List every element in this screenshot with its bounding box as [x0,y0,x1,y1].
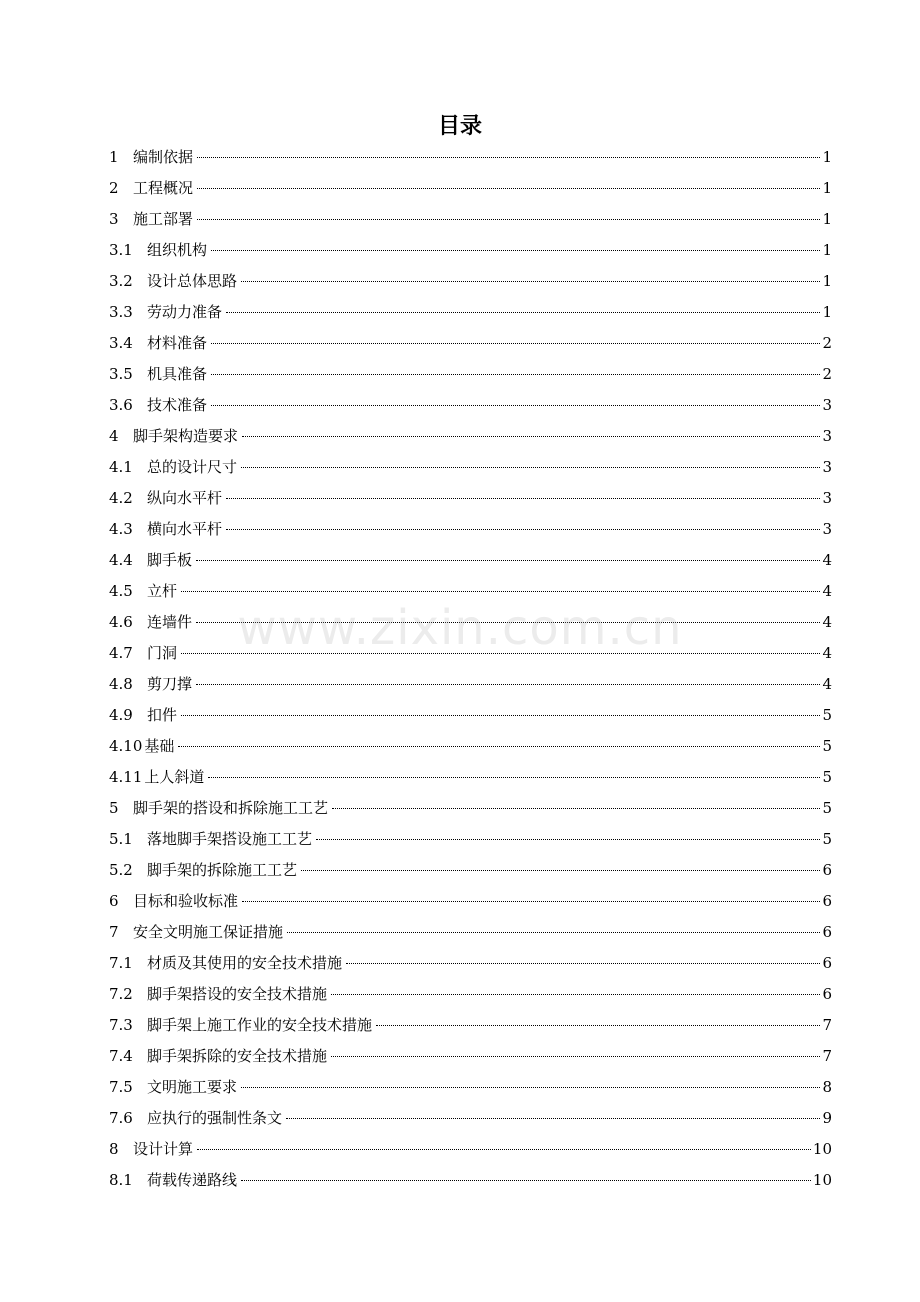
toc-entry-number: 4.11 [109,768,143,786]
toc-entry[interactable] [109,204,832,235]
toc-entry-page: 4 [822,644,832,662]
toc-entry-title: 荷载传递路线 [147,1171,238,1189]
toc-dot-leader [181,715,820,716]
toc-entry-number: 8 [109,1140,119,1158]
toc-entry[interactable] [109,607,832,638]
toc-entry-title: 脚手架上施工作业的安全技术措施 [147,1016,373,1034]
toc-entry[interactable] [109,1165,832,1196]
toc-dot-leader [346,963,820,964]
toc-entry-number: 4.6 [109,613,133,631]
toc-dot-leader [242,901,820,902]
toc-entry[interactable] [109,452,832,483]
toc-entry-page: 1 [822,179,832,197]
toc-entry-title: 立杆 [147,582,178,600]
toc-entry-title: 脚手板 [147,551,193,569]
toc-entry-title: 落地脚手架搭设施工工艺 [147,830,313,848]
toc-entry-page: 4 [822,551,832,569]
toc-dot-leader [242,436,820,437]
toc-entry-number: 3.3 [109,303,133,321]
toc-entry-number: 2 [109,179,119,197]
toc-entry[interactable] [109,1010,832,1041]
toc-entry-number: 5.2 [109,861,133,879]
toc-entry-number: 7.5 [109,1078,133,1096]
toc-entry-page: 4 [822,675,832,693]
toc-entry-page: 10 [812,1140,832,1158]
toc-entry-page: 8 [822,1078,832,1096]
toc-entry[interactable] [109,886,832,917]
toc-entry-page: 3 [822,458,832,476]
toc-entry[interactable] [109,669,832,700]
toc-entry[interactable] [109,1134,832,1165]
toc-entry-title: 基础 [144,737,175,755]
toc-entry-page: 9 [822,1109,832,1127]
toc-entry-page: 4 [822,613,832,631]
toc-entry-page: 2 [822,365,832,383]
toc-dot-leader [178,746,820,747]
toc-entry[interactable] [109,979,832,1010]
toc-entry-title: 脚手架搭设的安全技术措施 [147,985,328,1003]
toc-entry-number: 4 [109,427,119,445]
toc-entry[interactable] [109,1103,832,1134]
toc-entry-page: 2 [822,334,832,352]
toc-entry[interactable] [109,266,832,297]
toc-entry-page: 5 [822,830,832,848]
toc-dot-leader [211,405,820,406]
toc-dot-leader [226,498,820,499]
toc-entry[interactable] [109,328,832,359]
toc-entry-title: 文明施工要求 [147,1078,238,1096]
toc-entry-title: 连墙件 [147,613,193,631]
toc-entry-number: 5 [109,799,119,817]
toc-entry[interactable] [109,545,832,576]
toc-entry-page: 1 [822,241,832,259]
toc-entry-page: 7 [822,1016,832,1034]
toc-entry[interactable] [109,514,832,545]
toc-entry-number: 4.4 [109,551,133,569]
toc-entry[interactable] [109,576,832,607]
toc-dot-leader [197,157,820,158]
toc-entry-title: 脚手架的拆除施工工艺 [147,861,298,879]
toc-entry[interactable] [109,824,832,855]
toc-entry-page: 5 [822,737,832,755]
toc-entry-title: 编制依据 [133,148,194,166]
toc-dot-leader [301,870,820,871]
toc-entry[interactable] [109,700,832,731]
toc-entry-title: 目标和验收标准 [133,892,239,910]
toc-entry-page: 4 [822,582,832,600]
toc-dot-leader [197,219,820,220]
toc-entry-number: 1 [109,148,119,166]
toc-entry[interactable] [109,731,832,762]
toc-dot-leader [316,839,820,840]
toc-entry-title: 上人斜道 [144,768,205,786]
toc-entry-title: 应执行的强制性条文 [147,1109,283,1127]
toc-dot-leader [376,1025,820,1026]
toc-entry-page: 5 [822,706,832,724]
toc-entry-number: 7 [109,923,119,941]
toc-dot-leader [211,343,820,344]
toc-entry-number: 3.2 [109,272,133,290]
toc-entry-page: 6 [822,892,832,910]
toc-entry-title: 劳动力准备 [147,303,223,321]
toc-list [109,142,832,1196]
toc-entry[interactable] [109,948,832,979]
toc-entry-page: 1 [822,272,832,290]
toc-entry-number: 4.5 [109,582,133,600]
toc-dot-leader [226,529,820,530]
toc-dot-leader [286,1118,820,1119]
toc-entry-number: 3 [109,210,119,228]
toc-entry-page: 1 [822,210,832,228]
toc-entry-number: 3.1 [109,241,133,259]
toc-entry[interactable] [109,390,832,421]
toc-dot-leader [197,188,820,189]
toc-entry-number: 4.3 [109,520,133,538]
toc-dot-leader [196,560,820,561]
toc-entry-page: 6 [822,861,832,879]
toc-entry-number: 6 [109,892,119,910]
toc-entry-page: 3 [822,427,832,445]
toc-entry-number: 3.5 [109,365,133,383]
toc-entry-number: 5.1 [109,830,133,848]
toc-entry-title: 剪刀撑 [147,675,193,693]
toc-entry-page: 3 [822,396,832,414]
toc-dot-leader [211,374,820,375]
toc-entry-title: 总的设计尺寸 [147,458,238,476]
toc-entry-title: 材料准备 [147,334,208,352]
toc-entry[interactable] [109,173,832,204]
toc-entry[interactable] [109,1072,832,1103]
toc-entry-page: 1 [822,148,832,166]
toc-entry-title: 技术准备 [147,396,208,414]
toc-entry-page: 1 [822,303,832,321]
toc-entry-title: 门洞 [147,644,178,662]
toc-entry-title: 扣件 [147,706,178,724]
toc-entry-title: 设计计算 [133,1140,194,1158]
toc-entry-title: 工程概况 [133,179,194,197]
toc-dot-leader [241,467,820,468]
toc-title: 目录 [437,114,482,139]
toc-entry-page: 5 [822,768,832,786]
toc-entry-title: 脚手架拆除的安全技术措施 [147,1047,328,1065]
toc-entry-number: 4.10 [109,737,143,755]
toc-entry[interactable] [109,421,832,452]
toc-entry[interactable] [109,638,832,669]
toc-dot-leader [181,591,820,592]
toc-entry-page: 7 [822,1047,832,1065]
toc-entry-number: 3.6 [109,396,133,414]
toc-entry-number: 7.3 [109,1016,133,1034]
toc-dot-leader [332,808,820,809]
toc-entry-page: 3 [822,489,832,507]
toc-entry-title: 设计总体思路 [147,272,238,290]
toc-dot-leader [197,1149,811,1150]
toc-dot-leader [181,653,820,654]
toc-entry-title: 施工部署 [133,210,194,228]
toc-dot-leader [287,932,820,933]
toc-entry[interactable] [109,297,832,328]
toc-entry-title: 脚手架构造要求 [133,427,239,445]
toc-entry-number: 4.1 [109,458,133,476]
toc-entry-page: 3 [822,520,832,538]
toc-entry[interactable] [109,483,832,514]
toc-entry-number: 7.1 [109,954,133,972]
toc-entry-title: 材质及其使用的安全技术措施 [147,954,343,972]
toc-entry[interactable] [109,142,832,173]
toc-entry-number: 3.4 [109,334,133,352]
toc-entry[interactable] [109,793,832,824]
toc-entry-title: 机具准备 [147,365,208,383]
toc-entry-title: 纵向水平杆 [147,489,223,507]
toc-entry-number: 4.2 [109,489,133,507]
toc-entry-number: 4.9 [109,706,133,724]
toc-dot-leader [226,312,820,313]
toc-entry-number: 8.1 [109,1171,133,1189]
toc-dot-leader [331,994,820,995]
toc-entry[interactable] [109,1041,832,1072]
toc-entry[interactable] [109,855,832,886]
toc-entry-number: 7.4 [109,1047,133,1065]
toc-dot-leader [241,1180,811,1181]
toc-entry-title: 安全文明施工保证措施 [133,923,284,941]
toc-entry-page: 6 [822,954,832,972]
toc-entry-page: 10 [812,1171,832,1189]
toc-entry[interactable] [109,917,832,948]
toc-dot-leader [331,1056,820,1057]
toc-entry-number: 7.6 [109,1109,133,1127]
toc-dot-leader [208,777,820,778]
toc-entry-title: 组织机构 [147,241,208,259]
toc-dot-leader [196,684,820,685]
toc-entry-page: 6 [822,985,832,1003]
toc-dot-leader [241,281,820,282]
toc-dot-leader [241,1087,820,1088]
toc-entry-page: 6 [822,923,832,941]
toc-entry[interactable] [109,359,832,390]
toc-dot-leader [196,622,820,623]
toc-entry-title: 脚手架的搭设和拆除施工工艺 [133,799,329,817]
toc-entry-page: 5 [822,799,832,817]
toc-entry-number: 4.7 [109,644,133,662]
toc-entry-number: 7.2 [109,985,133,1003]
toc-entry-title: 横向水平杆 [147,520,223,538]
toc-entry[interactable] [109,235,832,266]
toc-entry[interactable] [109,762,832,793]
toc-dot-leader [211,250,820,251]
watermark: www.zixin.com.cn [237,600,683,656]
toc-entry-number: 4.8 [109,675,133,693]
